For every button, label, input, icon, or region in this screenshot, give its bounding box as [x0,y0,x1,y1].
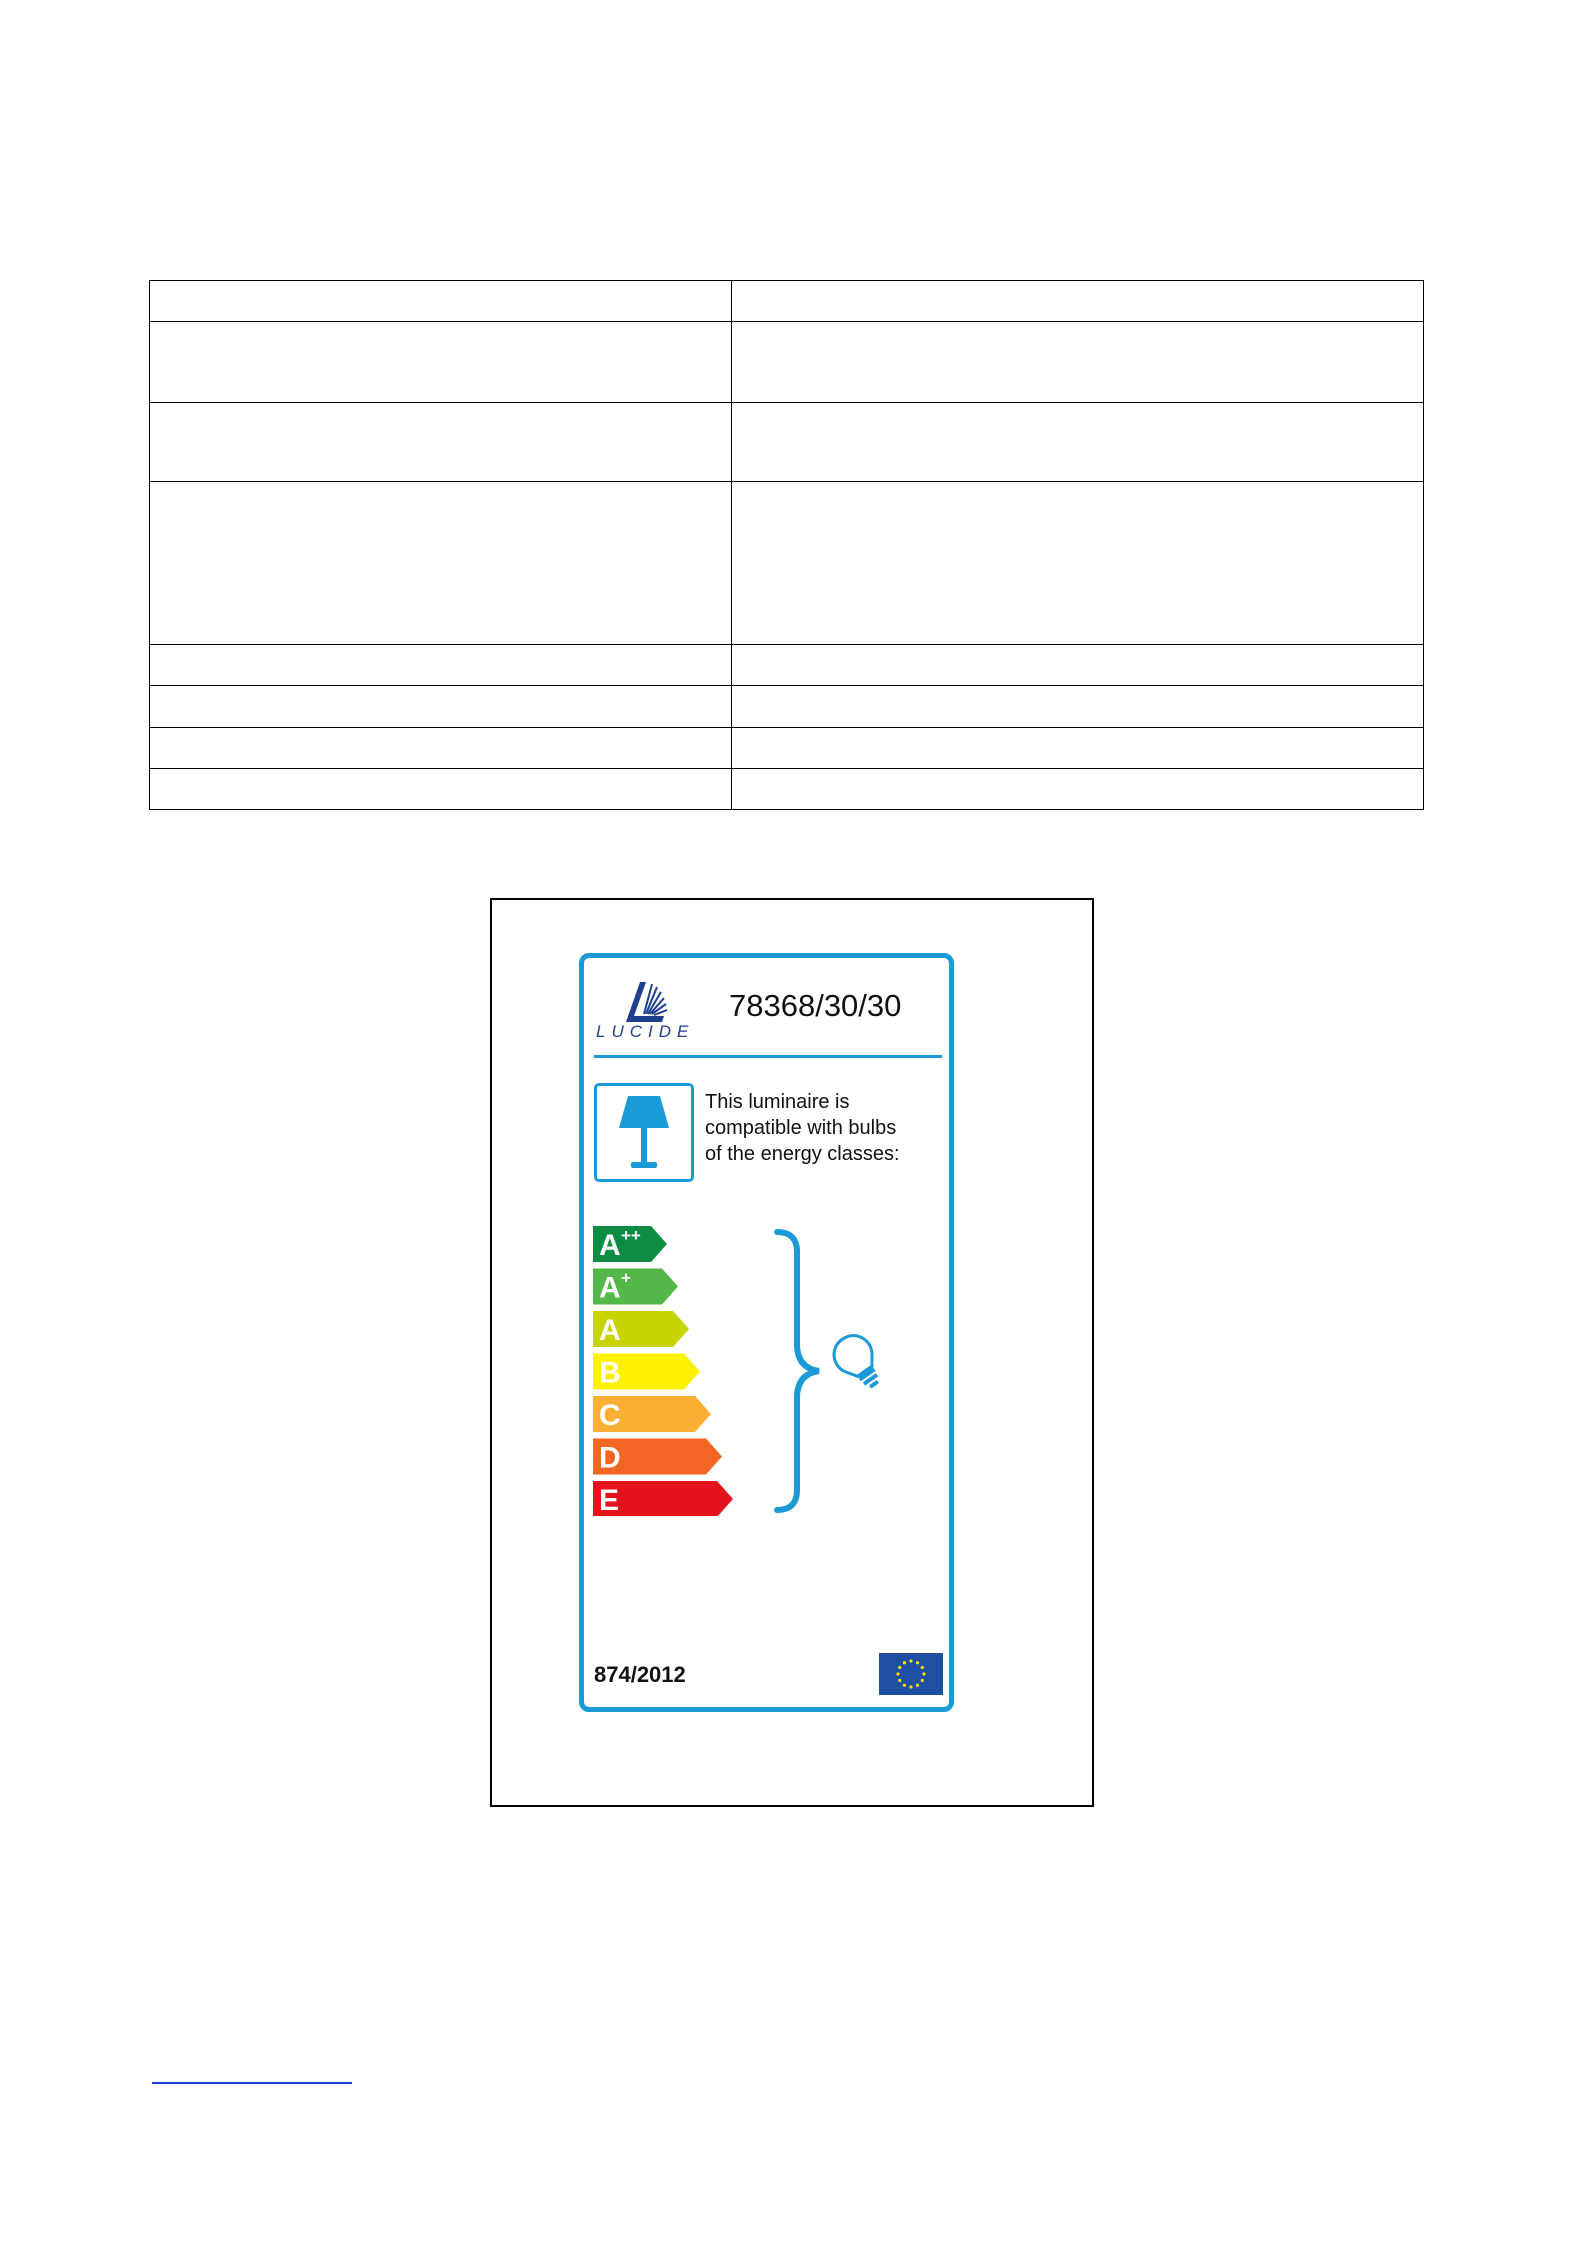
hyperlink-underline[interactable] [152,2082,352,2084]
table-cell-value [732,482,1424,645]
table-cell-label [150,728,732,769]
energy-class-superscript: ++ [621,1226,641,1245]
table-row [150,686,1424,728]
table-cell-label [150,322,732,403]
eu-star-icon [896,1672,899,1675]
table-row [150,281,1424,322]
energy-class-aplus [593,1269,678,1305]
table-row [150,482,1424,645]
eu-star-icon [921,1679,924,1682]
table-row [150,645,1424,686]
table-cell-value [732,403,1424,482]
table-row [150,769,1424,810]
brand-name: LUCIDE [596,1022,695,1041]
specification-table [149,280,1424,810]
eu-star-icon [903,1661,906,1664]
table-cell-value [732,281,1424,322]
energy-class-b [593,1354,700,1390]
energy-class-letter: B [599,1356,621,1390]
energy-class-letter: C [599,1399,621,1432]
table-cell-value [732,645,1424,686]
table-row [150,728,1424,769]
compat-line: of the energy classes: [705,1143,900,1165]
energy-class-letter: A [599,1229,621,1262]
eu-star-icon [903,1684,906,1687]
eu-star-icon [909,1659,912,1662]
table-cell-label [150,403,732,482]
eu-star-icon [898,1679,901,1682]
energy-class-c [593,1396,711,1432]
table-cell-label [150,686,732,728]
light-bulb-icon [829,1328,889,1398]
energy-class-scale [593,1226,743,1516]
eu-star-icon [921,1666,924,1669]
header-divider [594,1055,942,1058]
eu-star-icon [909,1685,912,1688]
table-cell-value [732,686,1424,728]
table-row [150,403,1424,482]
eu-flag-icon [879,1653,943,1695]
compat-line: This luminaire is [705,1091,850,1113]
energy-class-a [593,1311,689,1347]
table-cell-value [732,728,1424,769]
energy-class-superscript: + [621,1268,631,1288]
energy-class-e [593,1481,733,1516]
energy-class-letter: D [599,1441,621,1475]
energy-class-letter: A [599,1271,621,1305]
table-row [150,322,1424,403]
energy-class-aplusplus [593,1226,667,1262]
energy-class-letter: E [599,1484,620,1516]
energy-class-letter: A [599,1314,621,1347]
table-cell-label [150,645,732,686]
bracket-icon [769,1226,829,1516]
model-number: 78368/30/30 [729,988,902,1023]
table-cell-label [150,482,732,645]
energy-label [579,953,954,1712]
regulation-number: 874/2012 [594,1662,686,1687]
lamp-box [594,1083,694,1182]
table-cell-value [732,322,1424,403]
table-cell-label [150,281,732,322]
eu-star-icon [922,1672,925,1675]
compatibility-text [705,1089,945,1167]
energy-class-d [593,1439,722,1475]
table-cell-label [150,769,732,810]
eu-flag-background [879,1653,943,1695]
eu-star-icon [916,1661,919,1664]
table-cell-value [732,769,1424,810]
compat-line: compatible with bulbs [705,1117,897,1139]
table-lamp-icon [597,1086,691,1179]
eu-star-icon [898,1666,901,1669]
eu-star-icon [916,1684,919,1687]
